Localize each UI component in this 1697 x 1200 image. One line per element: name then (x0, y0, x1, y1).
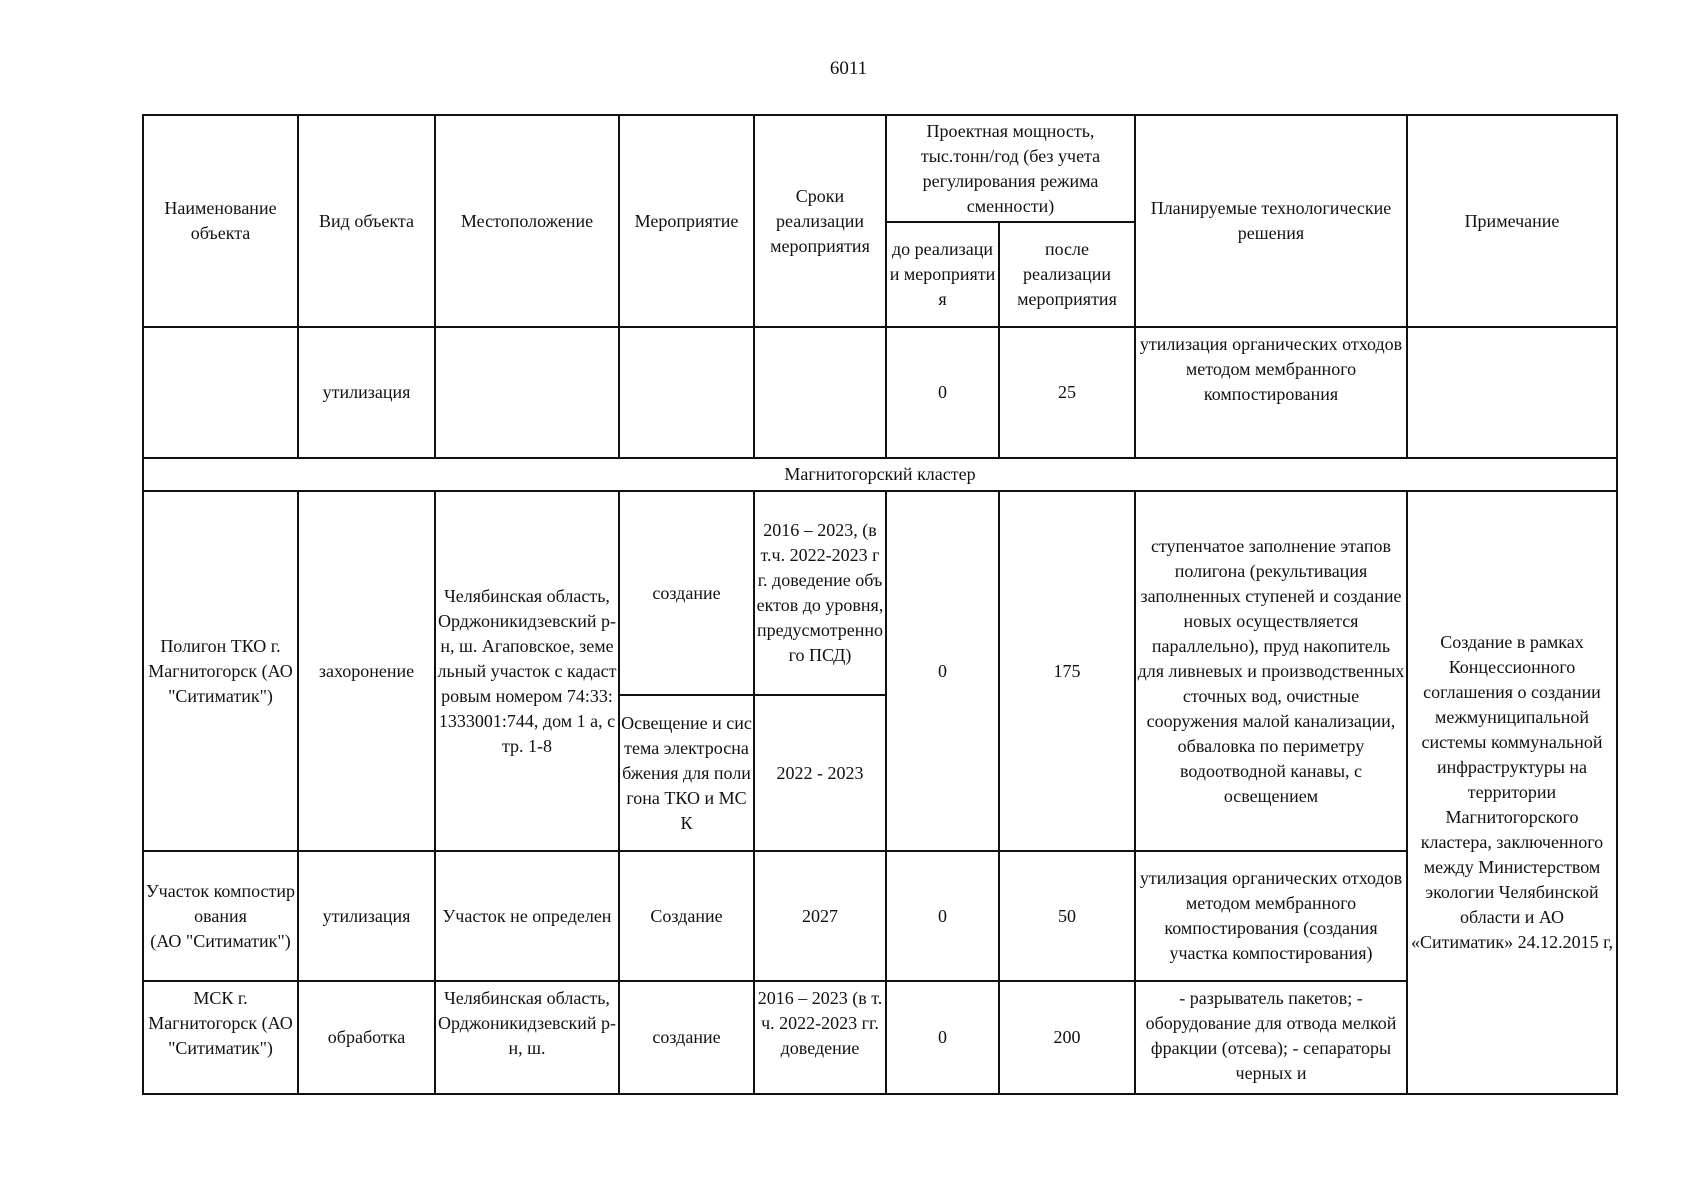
header-location: Местоположение (435, 115, 619, 327)
cell-capacity-before: 0 (886, 851, 999, 981)
header-terms: Сроки реализации мероприятия (754, 115, 886, 327)
cell-location (435, 327, 619, 458)
cell-name: МСК г. Магнитогорск (АО "Ситиматик") (143, 981, 298, 1094)
cell-capacity-before: 0 (886, 327, 999, 458)
cell-type: обработка (298, 981, 435, 1094)
header-capacity-after: после реализации мероприятия (999, 222, 1135, 327)
cell-measure (619, 327, 754, 458)
table-row (143, 327, 1617, 458)
header-type: Вид объекта (298, 115, 435, 327)
cell-location: Челябинская область, Орджоникидзевский р-н, ш. Агаповское, земельный участок с кадастровым номером 74:33:1333001:744, дом 1 а, стр. 1-8 (435, 491, 619, 851)
section-title: Магнитогорский кластер (143, 458, 1617, 491)
header-row-1 (143, 115, 1617, 222)
cell-terms: 2016 – 2023 (в т.ч. 2022-2023 гг. доведение (754, 981, 886, 1094)
section-row (143, 458, 1617, 491)
cell-name (143, 327, 298, 458)
cell-type: утилизация (298, 851, 435, 981)
cell-capacity-before: 0 (886, 981, 999, 1094)
cell-location: Участок не определен (435, 851, 619, 981)
objects-table (142, 114, 1618, 1095)
cell-solutions: утилизация органических отходов методом мембранного компостирования (создания участка компостирования) (1135, 851, 1407, 981)
page-number: 6011 (829, 58, 868, 79)
header-measure: Мероприятие (619, 115, 754, 327)
header-note: Примечание (1407, 115, 1617, 327)
header-name: Наименование объекта (143, 115, 298, 327)
cell-capacity-after: 200 (999, 981, 1135, 1094)
table-row (143, 491, 1617, 695)
cell-type: утилизация (298, 327, 435, 458)
cell-terms: 2022 - 2023 (754, 695, 886, 851)
cell-type: захоронение (298, 491, 435, 851)
cell-solutions: ступенчатое заполнение этапов полигона (рекультивация заполненных ступеней и создание новых осуществляется параллельно), пруд накопитель для ливневых и производственных сточных вод, очистные сооружения малой канализации, обваловка по периметру водоотводной канавы, с освещением (1135, 491, 1407, 851)
cell-terms: 2016 – 2023, (в т.ч. 2022-2023 гг. доведение объектов до уровня, предусмотренного ПСД) (754, 491, 886, 695)
cell-capacity-after: 50 (999, 851, 1135, 981)
cell-note: Создание в рамках Концессионного соглашения о создании межмуниципальной системы коммунальной инфраструктуры на территории Магнитогорского кластера, заключенного между Министерством экологии Челябинской области и АО «Ситиматик» 24.12.2015 г, (1407, 491, 1617, 1094)
cell-capacity-after: 175 (999, 491, 1135, 851)
cell-note (1407, 327, 1617, 458)
header-solutions: Планируемые технологические решения (1135, 115, 1407, 327)
cell-measure: создание (619, 981, 754, 1094)
cell-solutions: утилизация органических отходов методом мембранного компостирования (1135, 327, 1407, 458)
cell-name: Участок компостирования (АО "Ситиматик") (143, 851, 298, 981)
cell-capacity-after: 25 (999, 327, 1135, 458)
cell-location: Челябинская область, Орджоникидзевский р-н, ш. (435, 981, 619, 1094)
header-capacity: Проектная мощность, тыс.тонн/год (без учета регулирования режима сменности) (886, 115, 1135, 222)
cell-capacity-before: 0 (886, 491, 999, 851)
table-row (143, 981, 1617, 1094)
header-capacity-before: до реализации мероприятия (886, 222, 999, 327)
cell-name: Полигон ТКО г. Магнитогорск (АО "Ситиматик") (143, 491, 298, 851)
cell-terms (754, 327, 886, 458)
cell-measure: создание (619, 491, 754, 695)
table-row (143, 851, 1617, 981)
cell-solutions: - разрыватель пакетов; - оборудование для отвода мелкой фракции (отсева); - сепараторы черных и (1135, 981, 1407, 1094)
cell-measure: Создание (619, 851, 754, 981)
cell-terms: 2027 (754, 851, 886, 981)
cell-measure: Освещение и система электроснабжения для полигона ТКО и МСК (619, 695, 754, 851)
